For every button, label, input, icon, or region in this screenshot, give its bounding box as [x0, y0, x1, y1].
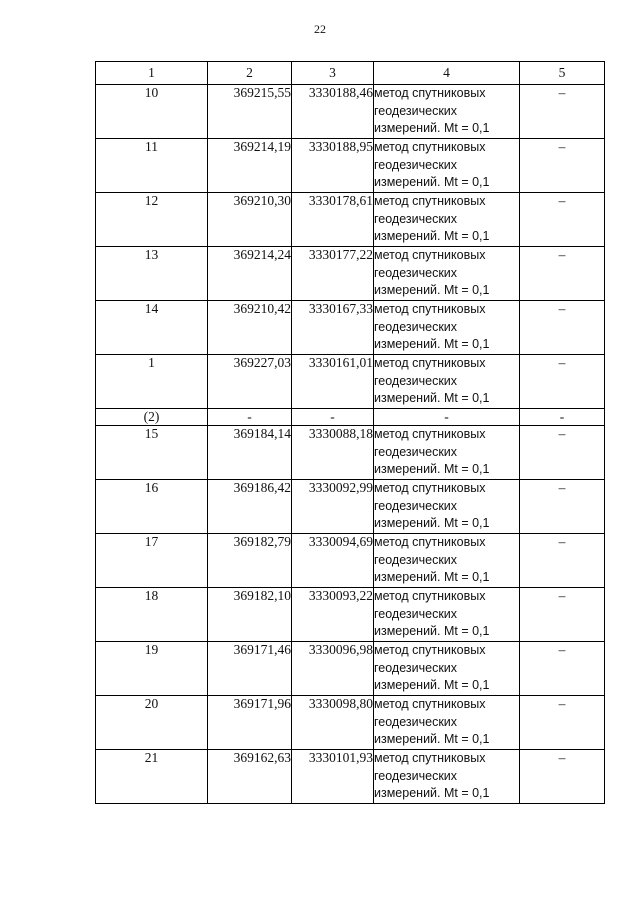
point-number: 18 [96, 588, 208, 642]
method-description [374, 696, 520, 750]
coordinate-x: 369210,42 [208, 301, 292, 355]
table-row [96, 301, 605, 355]
table-row [96, 355, 605, 409]
col5-value: – [520, 301, 605, 355]
point-number: 14 [96, 301, 208, 355]
coordinate-x: 369215,55 [208, 85, 292, 139]
col5-value: – [520, 480, 605, 534]
table-row [96, 588, 605, 642]
method-line-3: измерений. Mt = 0,1 [374, 337, 490, 351]
method-line-3: измерений. Mt = 0,1 [374, 678, 490, 692]
method-line-1: метод спутниковых [374, 86, 486, 100]
coordinate-x: 369214,24 [208, 247, 292, 301]
point-number: 16 [96, 480, 208, 534]
method-line-3: измерений. Mt = 0,1 [374, 516, 490, 530]
method-line-1: метод спутниковых [374, 751, 486, 765]
coordinate-y: 3330178,61 [292, 193, 374, 247]
col5-value: – [520, 642, 605, 696]
header-col-2: 2 [208, 62, 292, 85]
table-row [96, 750, 605, 804]
table-row [96, 193, 605, 247]
method-line-1: метод спутниковых [374, 194, 486, 208]
method-description [374, 139, 520, 193]
coordinate-y: 3330088,18 [292, 426, 374, 480]
point-number: 13 [96, 247, 208, 301]
method-line-1: метод спутниковых [374, 481, 486, 495]
col5-value: – [520, 355, 605, 409]
col5-value: – [520, 247, 605, 301]
separator-row [96, 409, 605, 426]
method-line-2: геодезических [374, 714, 458, 729]
separator-contour-label: (2) [96, 409, 208, 426]
table-row [96, 642, 605, 696]
method-line-1: метод спутниковых [374, 643, 486, 657]
method-line-3: измерений. Mt = 0,1 [374, 570, 490, 584]
table-body-part-2 [96, 426, 605, 804]
method-line-1: метод спутниковых [374, 302, 486, 316]
coordinate-x: 369227,03 [208, 355, 292, 409]
method-line-2: геодезических [374, 265, 458, 280]
coordinates-table [95, 61, 605, 804]
separator-method: - [374, 409, 520, 426]
method-line-2: геодезических [374, 373, 458, 388]
header-col-3: 3 [292, 62, 374, 85]
header-col-4: 4 [374, 62, 520, 85]
point-number: 17 [96, 534, 208, 588]
method-line-3: измерений. Mt = 0,1 [374, 391, 490, 405]
method-line-2: геодезических [374, 319, 458, 334]
table-row [96, 426, 605, 480]
method-line-1: метод спутниковых [374, 535, 486, 549]
table-row [96, 480, 605, 534]
point-number: 15 [96, 426, 208, 480]
method-line-1: метод спутниковых [374, 427, 486, 441]
method-line-3: измерений. Mt = 0,1 [374, 229, 490, 243]
method-description [374, 355, 520, 409]
col5-value: – [520, 139, 605, 193]
separator-y: - [292, 409, 374, 426]
method-line-2: геодезических [374, 606, 458, 621]
method-line-2: геодезических [374, 552, 458, 567]
method-line-1: метод спутниковых [374, 248, 486, 262]
coordinate-y: 3330093,22 [292, 588, 374, 642]
method-line-2: геодезических [374, 211, 458, 226]
method-line-1: метод спутниковых [374, 140, 486, 154]
method-description [374, 750, 520, 804]
coordinate-y: 3330096,98 [292, 642, 374, 696]
header-col-1: 1 [96, 62, 208, 85]
method-line-3: измерений. Mt = 0,1 [374, 283, 490, 297]
method-line-2: геодезических [374, 444, 458, 459]
col5-value: – [520, 696, 605, 750]
coordinate-x: 369210,30 [208, 193, 292, 247]
table-row [96, 85, 605, 139]
method-line-3: измерений. Mt = 0,1 [374, 786, 490, 800]
point-number: 1 [96, 355, 208, 409]
page-number: 22 [314, 22, 326, 36]
method-description [374, 193, 520, 247]
table-row [96, 139, 605, 193]
col5-value: – [520, 85, 605, 139]
coordinate-y: 3330092,99 [292, 480, 374, 534]
method-line-3: измерений. Mt = 0,1 [374, 462, 490, 476]
separator-x: - [208, 409, 292, 426]
point-number: 21 [96, 750, 208, 804]
method-line-1: метод спутниковых [374, 356, 486, 370]
method-description [374, 426, 520, 480]
col5-value: – [520, 426, 605, 480]
coordinate-x: 369171,96 [208, 696, 292, 750]
method-line-2: геодезических [374, 103, 458, 118]
col5-value: – [520, 193, 605, 247]
method-line-1: метод спутниковых [374, 697, 486, 711]
point-number: 19 [96, 642, 208, 696]
method-line-3: измерений. Mt = 0,1 [374, 175, 490, 189]
method-description [374, 588, 520, 642]
point-number: 11 [96, 139, 208, 193]
method-line-1: метод спутниковых [374, 589, 486, 603]
coordinate-x: 369214,19 [208, 139, 292, 193]
table-separator-body [96, 409, 605, 426]
table-row [96, 696, 605, 750]
table-row [96, 534, 605, 588]
coordinate-y: 3330188,46 [292, 85, 374, 139]
coordinate-y: 3330167,33 [292, 301, 374, 355]
coordinate-y: 3330098,80 [292, 696, 374, 750]
method-line-2: геодезических [374, 498, 458, 513]
method-description [374, 480, 520, 534]
coordinate-x: 369182,10 [208, 588, 292, 642]
col5-value: – [520, 534, 605, 588]
coordinate-y: 3330177,22 [292, 247, 374, 301]
col5-value: – [520, 750, 605, 804]
coordinate-y: 3330161,01 [292, 355, 374, 409]
table-body-part-1 [96, 85, 605, 409]
method-line-3: измерений. Mt = 0,1 [374, 732, 490, 746]
coordinate-x: 369182,79 [208, 534, 292, 588]
separator-col5: - [520, 409, 605, 426]
coordinate-x: 369184,14 [208, 426, 292, 480]
coordinate-x: 369162,63 [208, 750, 292, 804]
table-row [96, 247, 605, 301]
method-description [374, 534, 520, 588]
col5-value: – [520, 588, 605, 642]
method-description [374, 642, 520, 696]
coordinate-x: 369171,46 [208, 642, 292, 696]
method-description [374, 85, 520, 139]
point-number: 20 [96, 696, 208, 750]
coordinate-y: 3330094,69 [292, 534, 374, 588]
coordinate-y: 3330101,93 [292, 750, 374, 804]
method-description [374, 247, 520, 301]
point-number: 10 [96, 85, 208, 139]
point-number: 12 [96, 193, 208, 247]
table-header-row [96, 62, 605, 85]
header-col-5: 5 [520, 62, 605, 85]
method-line-3: измерений. Mt = 0,1 [374, 121, 490, 135]
method-line-2: геодезических [374, 157, 458, 172]
method-line-2: геодезических [374, 660, 458, 675]
method-description [374, 301, 520, 355]
method-line-3: измерений. Mt = 0,1 [374, 624, 490, 638]
coordinate-x: 369186,42 [208, 480, 292, 534]
coordinate-y: 3330188,95 [292, 139, 374, 193]
method-line-2: геодезических [374, 768, 458, 783]
